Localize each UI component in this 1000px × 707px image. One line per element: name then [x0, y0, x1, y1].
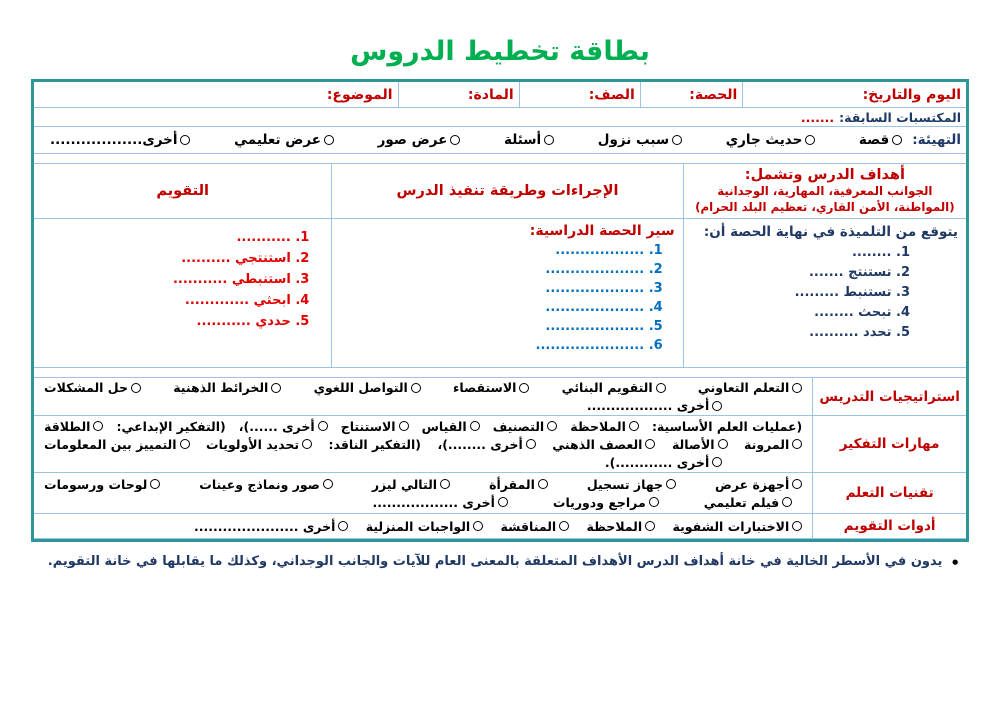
numbered-blank-line: 4. ....................	[545, 300, 663, 315]
field-topic[interactable]	[34, 82, 397, 107]
lesson-flow-list	[340, 239, 674, 355]
numbered-blank-line: 3. استنبطي ...........	[172, 272, 310, 287]
radio-option[interactable]	[673, 519, 803, 534]
option-label: التعلم التعاوني	[697, 380, 790, 395]
mid-section	[34, 163, 966, 368]
prior-learning-blank: .......	[800, 109, 835, 125]
radio-icon[interactable]	[544, 135, 554, 145]
objectives-list	[692, 240, 958, 343]
header-row	[34, 82, 966, 108]
radio-icon[interactable]	[649, 497, 659, 507]
evaluation-list	[34, 219, 331, 332]
objectives-expect-title: يتوقع من التلميذة في نهاية الحصة أن:	[703, 224, 958, 240]
numbered-blank-line: 1. ...........	[236, 230, 310, 245]
radio-option[interactable]	[437, 437, 535, 452]
option-label: أخرى ............).	[604, 454, 710, 470]
option-label: أخرى ......................	[194, 518, 336, 534]
spacer	[34, 368, 966, 377]
radio-option[interactable]	[422, 419, 480, 434]
spacer	[34, 154, 966, 163]
teaching-strategies-options	[34, 378, 812, 415]
evaluation-body	[34, 219, 331, 332]
thinking-skills-label: مهارات التفكير	[812, 416, 966, 472]
objectives-header	[684, 164, 966, 219]
numbered-blank-line: 5. حددي ...........	[196, 314, 310, 329]
option-label: الملاحظة	[586, 518, 643, 534]
teaching-strategies-row	[34, 378, 966, 416]
option-label: أخرى ..................	[372, 494, 495, 510]
radio-icon[interactable]	[538, 479, 548, 489]
radio-icon[interactable]	[629, 421, 639, 431]
radio-option[interactable]	[726, 132, 816, 148]
option-label: التالي ليزر	[371, 476, 438, 492]
field-label-class: الصف:	[588, 86, 635, 103]
option-label: الاستنتاج	[340, 418, 396, 434]
option-label: مراجع ودوريات	[552, 494, 646, 510]
radio-icon[interactable]	[656, 383, 666, 393]
prior-learning-label: المكتسبات السابقة:	[839, 109, 961, 125]
radio-option[interactable]	[587, 477, 676, 492]
options-line	[34, 379, 812, 397]
radio-option[interactable]	[605, 455, 722, 470]
options-line	[34, 475, 812, 493]
radio-option[interactable]	[587, 398, 722, 413]
option-label: أخرى ........)،	[437, 436, 523, 452]
radio-option[interactable]	[587, 519, 656, 534]
option-label: صور ونماذج وعينات	[199, 476, 320, 492]
option-label: حل المشكلات	[44, 380, 128, 395]
radio-option[interactable]	[50, 132, 190, 148]
option-label: التمييز بين المعلومات	[44, 436, 177, 452]
option-label: أجهزة عرض	[715, 476, 790, 492]
group-label: (عمليات العلم الأساسية:	[651, 418, 803, 434]
field-label-period: الحصة:	[689, 86, 738, 103]
option-label: الواجبات المنزلية	[365, 518, 471, 534]
radio-icon[interactable]	[450, 135, 460, 145]
warmup-label: التهيئة:	[912, 132, 961, 148]
radio-option[interactable]	[206, 437, 312, 452]
radio-icon[interactable]	[712, 401, 722, 411]
radio-option[interactable]	[598, 132, 682, 148]
footnote	[0, 554, 960, 572]
option-label: الملاحظة	[570, 418, 626, 434]
radio-icon[interactable]	[131, 383, 141, 393]
radio-icon[interactable]	[645, 439, 655, 449]
radio-icon[interactable]	[792, 521, 802, 531]
group-label: (التفكير الإبداعي:	[116, 418, 226, 434]
numbered-blank-line: 1. ........	[851, 245, 910, 260]
option-label: التقويم البنائي	[561, 380, 653, 395]
options-line	[34, 417, 812, 435]
radio-icon[interactable]	[792, 383, 802, 393]
objectives-subtitle: الجوانب المعرفية، المهارية، الوجدانية (المواطنة، الأمن القاري، تعظيم البلد الحرام)	[695, 184, 955, 214]
radio-option[interactable]	[553, 495, 659, 510]
radio-option[interactable]	[493, 419, 558, 434]
option-label: التواصل اللغوي	[313, 380, 408, 395]
radio-option[interactable]	[194, 519, 348, 534]
procedures-header	[332, 164, 682, 219]
numbered-blank-line: 4. ابحثي .............	[184, 293, 310, 308]
radio-option[interactable]	[366, 519, 483, 534]
numbered-blank-line: 3. تستنبط .........	[794, 285, 910, 300]
option-label: المرونة	[744, 436, 790, 452]
radio-icon[interactable]	[526, 439, 536, 449]
prior-learning-row[interactable]	[34, 108, 966, 127]
radio-option[interactable]	[44, 380, 141, 395]
radio-option[interactable]	[372, 477, 450, 492]
lesson-flow-title: سير الحصة الدراسية:	[529, 223, 675, 239]
radio-icon[interactable]	[302, 439, 312, 449]
option-label: المقرأة	[489, 476, 535, 492]
radio-icon[interactable]	[672, 135, 682, 145]
radio-option[interactable]	[453, 380, 529, 395]
page-title: بطاقة تخطيط الدروس	[350, 36, 650, 67]
option-label: أسئلة	[504, 132, 542, 148]
radio-icon[interactable]	[498, 497, 508, 507]
procedures-title: الإجراءات وطريقة تنفيذ الدرس	[396, 183, 619, 199]
field-label-topic: الموضوع:	[326, 86, 393, 103]
option-label: القياس	[421, 418, 467, 434]
radio-icon[interactable]	[892, 135, 902, 145]
radio-option[interactable]	[314, 380, 421, 395]
objectives-body	[684, 219, 966, 343]
radio-icon[interactable]	[470, 421, 480, 431]
radio-option[interactable]	[373, 495, 508, 510]
option-label: أخرى ......)،	[238, 418, 315, 434]
option-label: جهاز تسجيل	[586, 476, 664, 492]
radio-icon[interactable]	[559, 521, 569, 531]
radio-option[interactable]	[234, 132, 334, 148]
numbered-blank-line: 5. تحدد ..........	[809, 325, 910, 340]
field-class[interactable]	[519, 82, 640, 107]
radio-option[interactable]	[378, 132, 461, 148]
radio-option[interactable]	[489, 477, 548, 492]
options-line	[34, 517, 812, 535]
option-label: عرض تعليمي	[234, 132, 322, 148]
procedures-column	[331, 164, 682, 367]
radio-icon[interactable]	[93, 421, 103, 431]
radio-option[interactable]	[173, 380, 281, 395]
option-label: حديث جاري	[725, 132, 803, 148]
option-label: الطلاقة	[44, 418, 91, 434]
option-label: التصنيف	[492, 418, 545, 434]
assessment-tools-options	[34, 514, 812, 538]
radio-icon[interactable]	[271, 383, 281, 393]
radio-icon[interactable]	[718, 439, 728, 449]
radio-option[interactable]	[504, 132, 554, 148]
radio-option[interactable]	[672, 437, 728, 452]
option-label: أخرى ..................	[586, 398, 710, 413]
warmup-row	[34, 127, 966, 154]
radio-icon[interactable]	[399, 421, 409, 431]
lesson-planning-card	[31, 79, 969, 542]
field-label-day-date: اليوم والتاريخ:	[862, 86, 961, 103]
objectives-title: أهداف الدرس وتشمل:	[744, 167, 905, 184]
radio-icon[interactable]	[318, 421, 328, 431]
numbered-blank-line: 2. ....................	[545, 262, 663, 277]
radio-option[interactable]	[199, 477, 333, 492]
radio-option[interactable]	[552, 437, 655, 452]
numbered-blank-line: 6. ......................	[535, 338, 663, 353]
radio-option[interactable]	[859, 132, 902, 148]
thinking-skills-options	[34, 416, 812, 472]
learning-technologies-row	[34, 473, 966, 514]
field-period[interactable]	[640, 82, 743, 107]
option-label: قصة	[858, 132, 890, 148]
radio-option[interactable]	[715, 477, 802, 492]
option-label: عرض صور	[377, 132, 448, 148]
learning-technologies-options	[34, 473, 812, 513]
option-label: المناقشة	[500, 518, 557, 534]
radio-icon[interactable]	[547, 421, 557, 431]
radio-icon[interactable]	[519, 383, 529, 393]
learning-technologies-label: تقنيات التعلم	[812, 473, 966, 513]
option-label: سبب نزول	[597, 132, 670, 148]
radio-option[interactable]	[239, 419, 328, 434]
option-label: الاستقصاء	[453, 380, 517, 395]
footnote-text: يدون في الأسطر الخالية في خانة أهداف الدرس الأهداف المتعلقة بالمعنى العام للآيات والجانب الوجداني، وكذلك ما يقابلها في خانة التقويم.	[47, 554, 943, 569]
numbered-blank-line: 5. ....................	[545, 319, 663, 334]
radio-option[interactable]	[744, 437, 802, 452]
radio-icon[interactable]	[473, 521, 483, 531]
radio-icon[interactable]	[324, 135, 334, 145]
option-label: تحديد الأولويات	[206, 436, 300, 452]
field-label-subject: المادة:	[467, 86, 514, 103]
objectives-column	[683, 164, 966, 367]
radio-icon[interactable]	[645, 521, 655, 531]
warmup-options	[34, 132, 912, 148]
radio-icon[interactable]	[440, 479, 450, 489]
radio-icon[interactable]	[180, 135, 190, 145]
radio-icon[interactable]	[666, 479, 676, 489]
radio-option[interactable]	[562, 380, 666, 395]
radio-option[interactable]	[704, 495, 793, 510]
radio-icon[interactable]	[323, 479, 333, 489]
option-label: لوحات ورسومات	[44, 476, 148, 492]
assessment-tools-label: أدوات التقويم	[812, 514, 966, 538]
radio-icon[interactable]	[712, 457, 722, 467]
radio-option[interactable]	[698, 380, 802, 395]
option-label: أخرى..................	[50, 132, 178, 148]
option-label: الخرائط الذهنية	[173, 380, 269, 395]
field-subject[interactable]	[398, 82, 519, 107]
teaching-strategies-label: استراتيجيات التدريس	[812, 378, 966, 415]
numbered-blank-line: 1. ..................	[555, 243, 663, 258]
radio-icon[interactable]	[792, 439, 802, 449]
radio-icon[interactable]	[805, 135, 815, 145]
radio-icon[interactable]	[180, 439, 190, 449]
option-label: العصف الذهني	[552, 436, 643, 452]
evaluation-header	[34, 164, 331, 219]
radio-icon[interactable]	[150, 479, 160, 489]
option-label: فيلم تعليمي	[703, 494, 780, 510]
radio-option[interactable]	[44, 477, 160, 492]
radio-icon[interactable]	[338, 521, 348, 531]
field-day-date[interactable]	[742, 82, 966, 107]
radio-icon[interactable]	[792, 479, 802, 489]
procedures-body	[332, 219, 682, 355]
numbered-blank-line: 2. استنتجي ..........	[181, 251, 310, 266]
options-line	[34, 435, 812, 453]
option-label: الاختبارات الشفوية	[672, 518, 790, 534]
bottom-section	[34, 377, 966, 539]
options-line	[34, 453, 812, 471]
bullet-icon: •	[950, 554, 960, 572]
evaluation-title: التقويم	[156, 183, 210, 199]
radio-icon[interactable]	[411, 383, 421, 393]
assessment-tools-row	[34, 514, 966, 538]
numbered-blank-line: 4. تبحث ........	[814, 305, 910, 320]
evaluation-column	[34, 164, 331, 367]
group-label: (التفكير الناقد:	[328, 436, 421, 452]
options-line	[34, 493, 812, 511]
radio-option[interactable]	[44, 419, 103, 434]
options-line	[34, 397, 812, 415]
radio-icon[interactable]	[782, 497, 792, 507]
option-label: الأصالة	[671, 436, 715, 452]
radio-option[interactable]	[341, 419, 409, 434]
radio-option[interactable]	[44, 437, 190, 452]
numbered-blank-line: 2. تستنتج .......	[808, 265, 910, 280]
numbered-blank-line: 3. ....................	[545, 281, 663, 296]
thinking-skills-row	[34, 416, 966, 473]
radio-option[interactable]	[570, 419, 639, 434]
radio-option[interactable]	[501, 519, 570, 534]
